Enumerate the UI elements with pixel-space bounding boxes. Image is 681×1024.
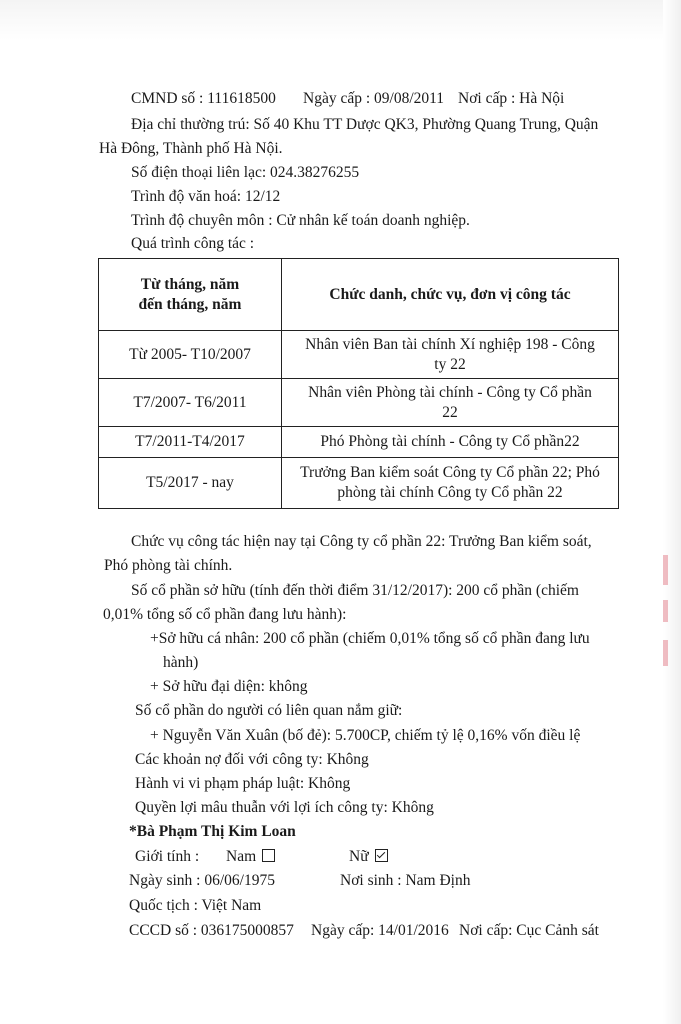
position-line-1: Trưởng Ban kiểm soát Công ty Cổ phần 22; Phó [300,464,600,481]
stamp-bleed-mark [663,555,668,585]
gender-label: Giới tính : [135,848,200,865]
header-period-line-2: đến tháng, năm [138,295,242,313]
checkbox-female[interactable] [375,849,388,862]
row-period: T5/2017 - nay [99,458,282,509]
person-2-title: *Bà Phạm Thị Kim Loan [129,823,296,840]
cmnd-number: CMND số : 111618500 [131,90,276,107]
table-row [99,331,619,379]
header-period-line-1: Từ tháng, năm [140,275,240,293]
date-of-birth: Ngày sinh : 06/06/1975 [129,872,275,889]
address-line-2: Hà Đông, Thành phố Hà Nội. [99,140,283,157]
current-position-line-1: Chức vụ công tác hiện nay tại Công ty cổ phần 22: Trưởng Ban kiểm soát, [131,533,592,550]
position-line-1: Nhân viên Ban tài chính Xí nghiệp 198 - Công [305,335,595,353]
checkbox-male[interactable] [262,849,275,862]
debts: Các khoản nợ đối với công ty: Không [135,751,369,768]
address-line-1: Địa chỉ thường trú: Số 40 Khu TT Dược QK3, Phường Quang Trung, Quận [131,116,599,133]
shares-owned-line-2: 0,01% tổng số cổ phần đang lưu hành): [103,606,347,623]
position-line-2: 22 [442,403,458,421]
row-period: T7/2007- T6/2011 [99,379,282,427]
education: Trình độ văn hoá: 12/12 [131,188,281,205]
cccd-issue-date: Ngày cấp: 14/01/2016 [311,922,449,939]
representative-own: + Sở hữu đại diện: không [150,678,308,695]
work-history-label: Quá trình công tác : [131,235,255,252]
table-row [99,379,619,427]
scan-shadow-right [663,0,681,1024]
nationality: Quốc tịch : Việt Nam [129,897,262,914]
cmnd-issue-place: Nơi cấp : Hà Nội [458,90,565,107]
current-position-line-2: Phó phòng tài chính. [104,557,233,574]
position-line-2: phòng tài chính Công ty Cổ phần 22 [337,484,563,501]
gender-male-option [226,847,275,867]
scan-shadow-top [0,0,681,40]
table-header-row [99,259,619,331]
stamp-bleed-mark [663,600,668,622]
birthplace: Nơi sinh : Nam Định [340,872,471,889]
position-line-1: Phó Phòng tài chính - Công ty Cổ phần22 [320,433,580,450]
work-history-table [98,258,619,509]
violations: Hành vi vi phạm pháp luật: Không [135,775,351,792]
row-position [282,427,619,458]
personal-own-line-2: hành) [163,654,199,671]
header-period [99,259,282,331]
row-period: Từ 2005- T10/2007 [99,331,282,379]
related-shares-label: Số cổ phần do người có liên quan nắm giữ: [135,702,403,719]
gender-male-label: Nam [226,848,257,865]
gender-female-option [349,847,388,867]
cccd-number: CCCD số : 036175000857 [129,922,294,939]
table-row [99,427,619,458]
table-row [99,458,619,509]
header-position: Chức danh, chức vụ, đơn vị công tác [282,259,619,331]
related-person: + Nguyễn Văn Xuân (bố đẻ): 5.700CP, chiếm tỷ lệ 0,16% vốn điều lệ [150,727,581,744]
conflict-of-interest: Quyền lợi mâu thuẫn với lợi ích công ty: Không [135,799,434,816]
position-line-2: ty 22 [434,355,466,373]
row-position [282,331,619,379]
stamp-bleed-mark [663,640,668,666]
cccd-issue-place: Nơi cấp: Cục Cảnh sát [459,922,599,939]
shares-owned-line-1: Số cổ phần sở hữu (tính đến thời điểm 31/12/2017): 200 cổ phần (chiếm [131,582,579,599]
gender-female-label: Nữ [349,848,369,865]
cmnd-issue-date: Ngày cấp : 09/08/2011 [303,90,445,107]
specialty: Trình độ chuyên môn : Cử nhân kế toán doanh nghiệp. [131,212,470,229]
row-position [282,379,619,427]
phone: Số điện thoại liên lạc: 024.38276255 [131,164,360,181]
row-period: T7/2011-T4/2017 [99,427,282,458]
personal-own-line-1: +Sở hữu cá nhân: 200 cổ phần (chiếm 0,01% tổng số cổ phần đang lưu [150,630,590,647]
row-position [282,458,619,509]
position-line-1: Nhân viên Phòng tài chính - Công ty Cổ phần [308,383,592,401]
